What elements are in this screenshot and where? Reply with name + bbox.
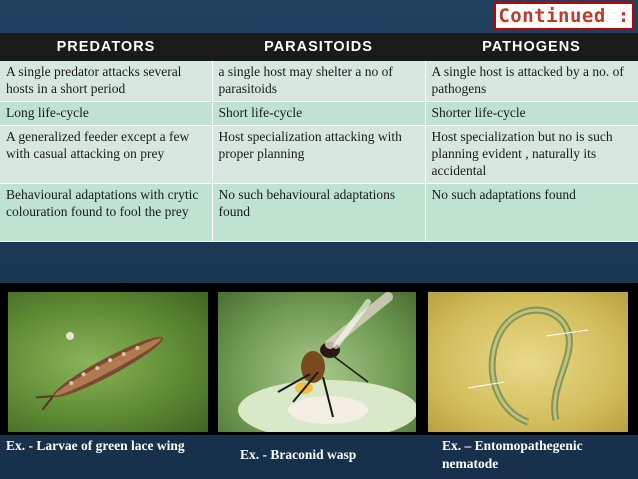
table-cell: Shorter life-cycle [425, 102, 638, 126]
table-cell: A single predator attacks several hosts in a short period [0, 61, 212, 102]
caption-braconid-wasp: Ex. - Braconid wasp [240, 447, 357, 462]
table-cell: No such behavioural adaptations found [212, 184, 425, 242]
header-pathogens: PATHOGENS [425, 33, 638, 61]
table-cell: A generalized feeder except a few with casual attacking on prey [0, 126, 212, 184]
nematode-photo [428, 292, 628, 432]
caption-lacewing: Ex. - Larvae of green lace wing [6, 438, 185, 453]
table-cell: a single host may shelter a no of parasitoids [212, 61, 425, 102]
table-cell: A single host is attacked by a no. of pathogens [425, 61, 638, 102]
table-cell: Long life-cycle [0, 102, 212, 126]
table-header-row [0, 33, 638, 61]
table-cell: No such adaptations found [425, 184, 638, 242]
table-cell: Host specialization but no is such planning evident , naturally its accidental [425, 126, 638, 184]
table-row [0, 184, 638, 242]
table-cell: Short life-cycle [212, 102, 425, 126]
table-row [0, 61, 638, 102]
comparison-table [0, 33, 638, 242]
continued-badge [494, 2, 634, 30]
photo-strip [0, 283, 638, 435]
table-row [0, 102, 638, 126]
table-cell: Host specialization attacking with proper planning [212, 126, 425, 184]
header-predators: PREDATORS [0, 33, 212, 61]
table-row [0, 126, 638, 184]
braconid-wasp-photo [218, 292, 416, 432]
table-cell: Behavioural adaptations with crytic colouration found to fool the prey [0, 184, 212, 242]
caption-nematode: Ex. – Entomopathegenic nematode [442, 438, 583, 471]
continued-label: Continued : [498, 5, 630, 27]
lacewing-larva-photo [8, 292, 208, 432]
header-parasitoids: PARASITOIDS [212, 33, 425, 61]
